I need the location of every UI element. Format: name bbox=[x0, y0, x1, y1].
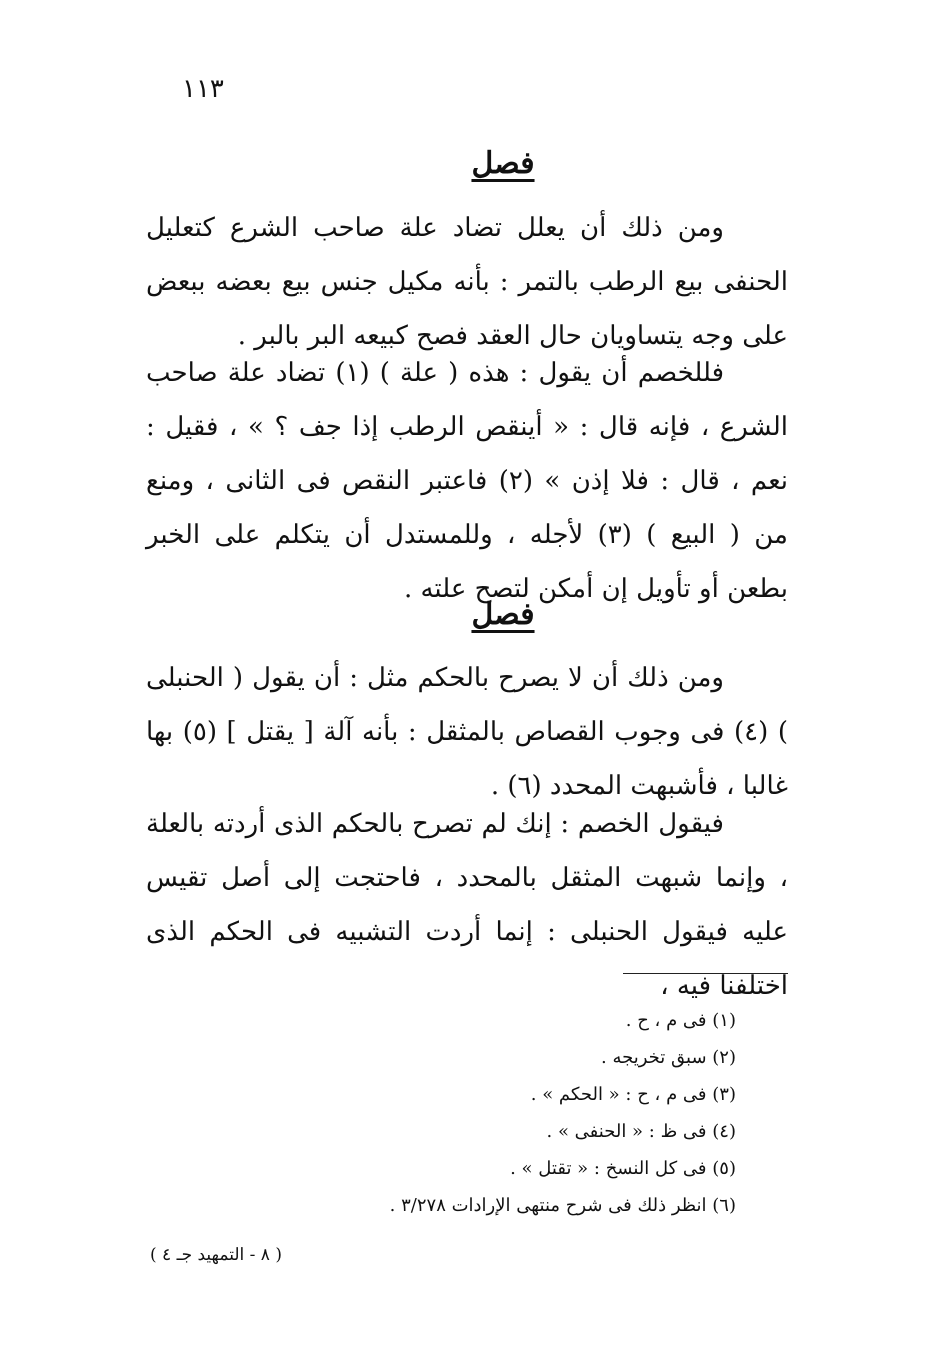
footnotes-list bbox=[176, 1002, 736, 1224]
paragraph-1: ومن ذلك أن يعلل تضاد علة صاحب الشرع كتعليل الحنفى بيع الرطب بالتمر : بأنه مكيل جنس بيع بعضه ببعض على وجه يتساويان حال العقد فصح كبيعه البر بالبر . bbox=[146, 213, 788, 351]
paragraph-4: فيقول الخصم : إنك لم تصرح بالحكم الذى أردته بالعلة ، وإنما شبهت المثقل بالمحدد ، فاحتجت إلى أصل تقيس عليه فيقول الحنبلى : إنما أردت التشبيه فى الحكم الذى اختلفنا فيه ، bbox=[146, 809, 788, 1001]
section-title-1: فصل bbox=[471, 146, 535, 181]
page-number: ١١٣ bbox=[182, 74, 224, 104]
footnote-3: (٣) فى م ، ح : « الحكم » . bbox=[530, 1084, 736, 1105]
footnote-2: (٢) سبق تخريجه . bbox=[601, 1047, 736, 1068]
footnote-1: (١) فى م ، ح . bbox=[625, 1010, 736, 1031]
paragraph-3: ومن ذلك أن لا يصرح بالحكم مثل : أن يقول ( الحنبلى ) (٤) فى وجوب القصاص بالمثقل : بأنه آلة [ يقتل ] (٥) بها غالبا ، فأشبهت المحدد (٦) . bbox=[146, 663, 788, 801]
footnote-5: (٥) فى كل النسخ : « تقتل » . bbox=[510, 1158, 736, 1179]
footnote-divider bbox=[623, 973, 788, 974]
printer-signature: ( ٨ - التمهيد جـ ٤ ) bbox=[150, 1245, 282, 1265]
paragraph-2: فللخصم أن يقول : هذه ( علة ) (١) تضاد علة صاحب الشرع ، فإنه قال : « أينقص الرطب إذا جف ؟ » ، فقيل : نعم ، قال : فلا إذن » (٢) فاعتبر النقص فى الثانى ، ومنع من ( البيع ) (٣) لأجله ، وللمستدل أن يتكلم على الخبر بطعن أو تأويل إن أمكن لتصح علته . bbox=[146, 358, 789, 604]
footnote-4: (٤) فى ظ : « الحنفى » . bbox=[546, 1121, 736, 1142]
footnote-6: (٦) انظر ذلك فى شرح منتهى الإرادات ٣/٢٧٨ . bbox=[389, 1195, 736, 1216]
section-title-2: فصل bbox=[471, 597, 535, 632]
